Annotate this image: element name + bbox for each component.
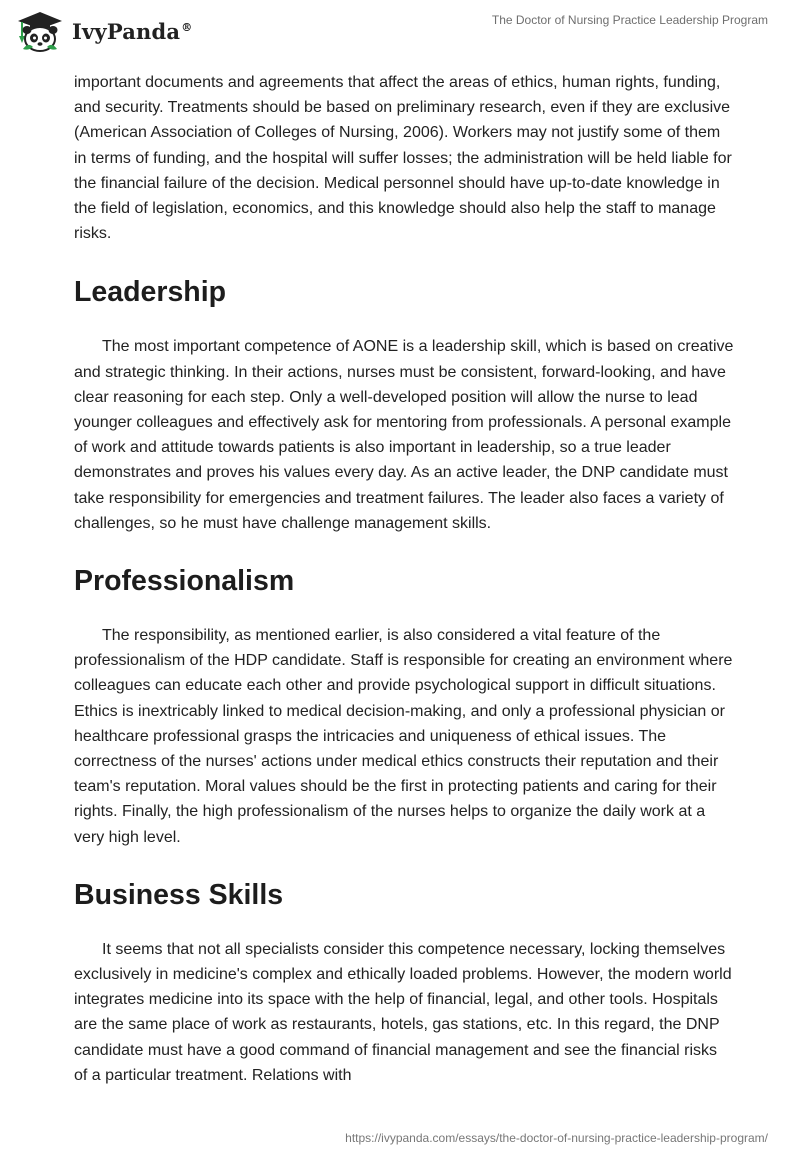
essay-content [74,70,734,1088]
registered-mark: ® [181,20,193,34]
source-url[interactable]: https://ivypanda.com/essays/the-doctor-of-nursing-practice-leadership-program/ [345,1131,768,1145]
page-header [0,0,800,64]
section-heading-leadership: Leadership [74,276,227,309]
brand-logo[interactable] [14,9,192,53]
business-skills-paragraph: It seems that not all specialists consider this competence necessary, locking themselves exclusively in medicine's complex and ethically loaded problems. However, the modern world integrates medicine into its space with the help of financial, legal, and other tools. Hospitals are the same place of work as restaurants, hotels, gas stations, etc. In this regard, the DNP candidate must have a good command of financial management and see the financial risks of a particular treatment. Relations with [74,940,732,1084]
document-title: The Doctor of Nursing Practice Leadership Program [491,13,768,27]
section-heading-business-skills: Business Skills [74,878,284,911]
panda-graduate-icon [14,9,66,53]
intro-paragraph: important documents and agreements that affect the areas of ethics, human rights, funding, and security. Treatments should be based on preliminary research, even if they are exclusive (American Association of Colleges of Nursing, 2006). Workers may not justify some of them in terms of funding, and the hospital will suffer losses; the administration will be held liable for the financial failure of the decision. Medical personnel should have up-to-date knowledge in the field of legislation, economics, and this knowledge should also help the staff to manage risks. [74,74,732,243]
professionalism-paragraph: The responsibility, as mentioned earlier, is also considered a vital feature of the professionalism of the HDP candidate. Staff is responsible for creating an environment where colleagues can educate each other and provide psychological support in difficult situations. Ethics is inextricably linked to medical decision-making, and only a professional physician or healthcare professional grasps the intricacies and uniqueness of ethical issues. The correctness of the nurses' actions under medical ethics constructs their reputation and their team's reputation. Moral values should be the first in protecting patients and caring for their rights. Finally, the high professionalism of the nurses helps to organize the daily work at a very high level. [74,627,733,846]
leadership-paragraph: The most important competence of AONE is a leadership skill, which is based on creative and strategic thinking. In their actions, nurses must be consistent, forward-looking, and have clear reasoning for each step. Only a well-developed position will allow the nurse to lead younger colleagues and effectively ask for mentoring from professionals. A personal example of work and attitude towards patients is also important in leadership, so a true leader demonstrates and proves his values every day. As an active leader, the DNP candidate must take responsibility for emergencies and treatment failures. The leader also faces a variety of challenges, so he must have challenge management skills. [74,338,734,532]
brand-name: IvyPanda® [72,18,193,44]
section-heading-professionalism: Professionalism [74,565,295,598]
